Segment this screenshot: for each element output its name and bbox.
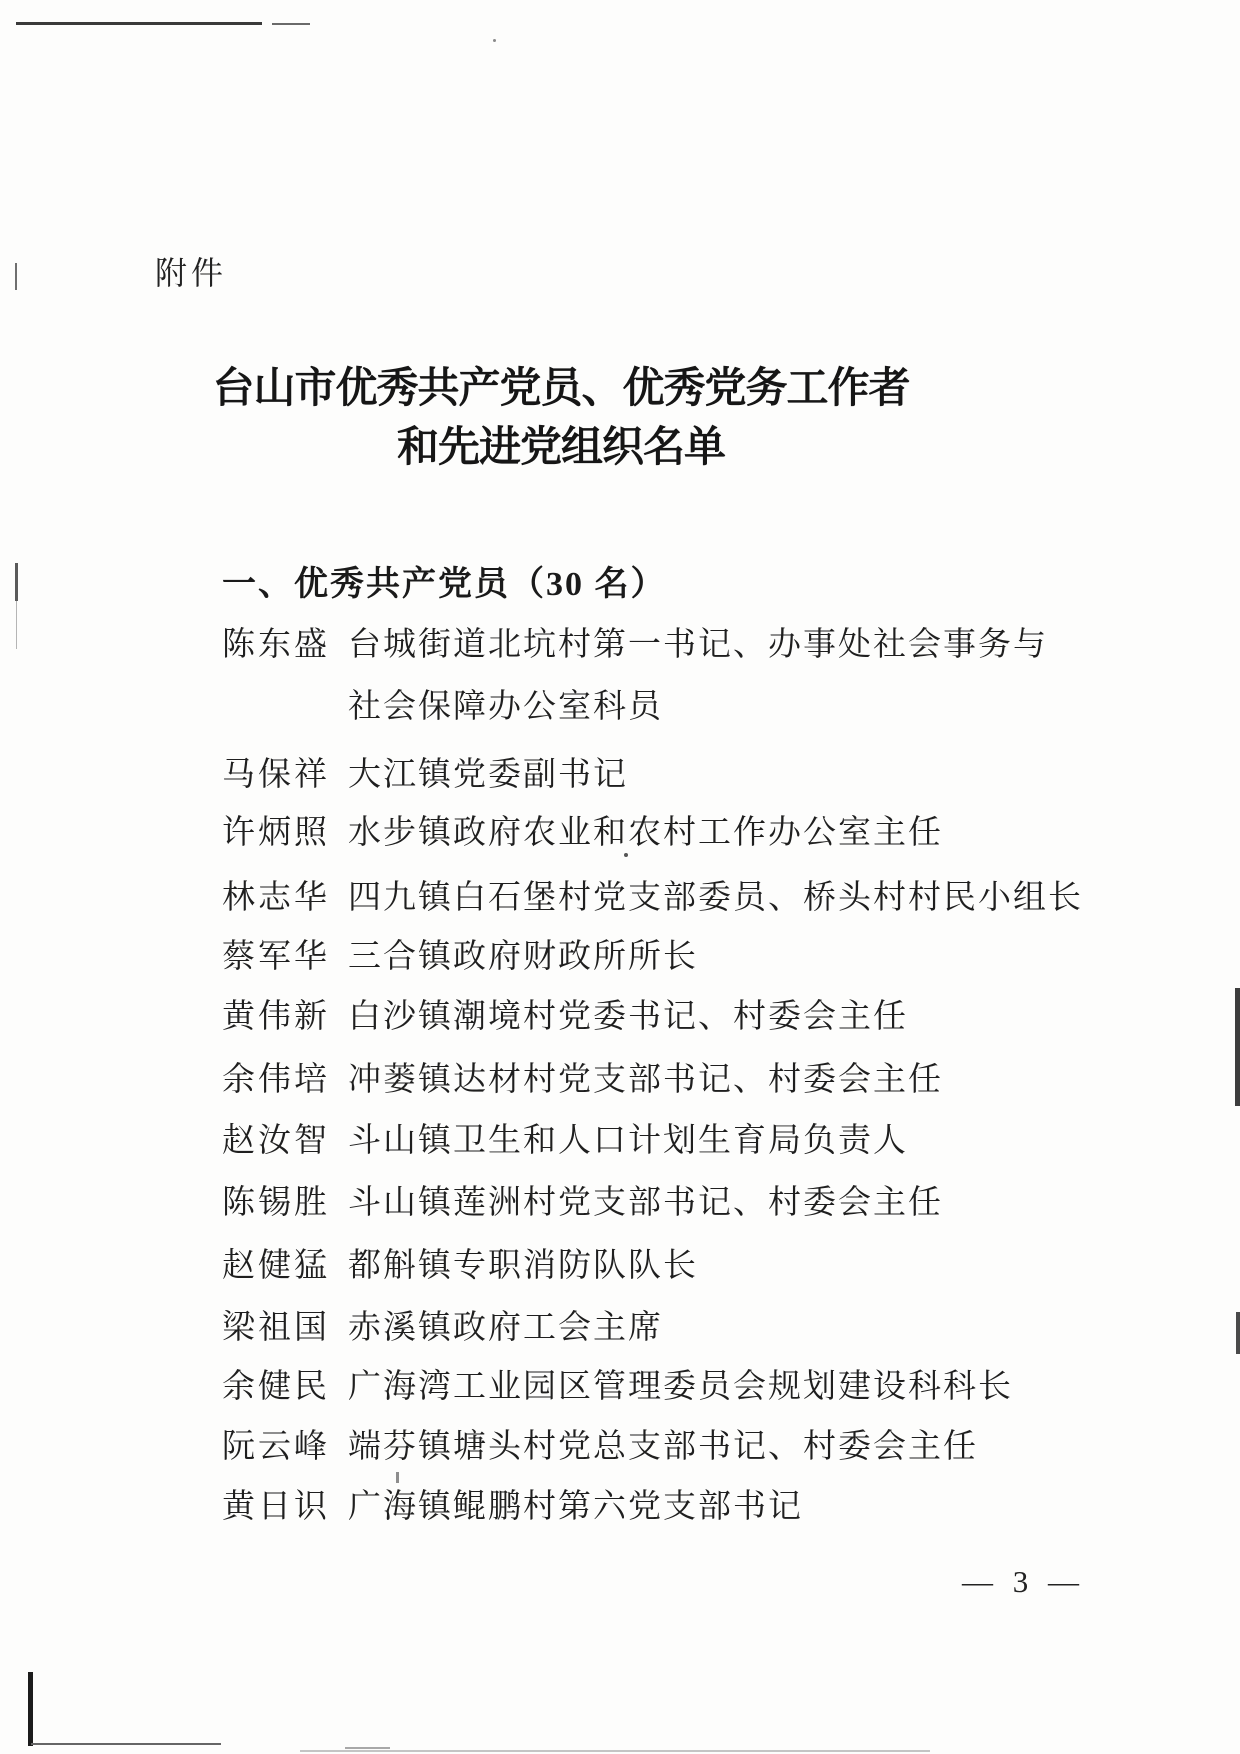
member-name: 许炳照 <box>222 815 330 851</box>
scan-artifact-left-tick <box>15 263 17 290</box>
scan-artifact-left-tick <box>16 601 17 649</box>
member-position: 斗山镇卫生和人口计划生育局负责人 <box>348 1123 908 1159</box>
list-item <box>222 1360 1013 1407</box>
section-heading: 一、优秀共产党员（30 名） <box>222 566 667 603</box>
scan-artifact-bottom-smudge <box>345 1747 390 1749</box>
member-name: 黄伟新 <box>222 999 330 1035</box>
list-item <box>222 1053 943 1100</box>
scan-artifact-bottom-bar <box>28 1672 33 1746</box>
scan-artifact-left-tick <box>15 563 18 601</box>
document-title-line1: 台山市优秀共产党员、优秀党务工作者 <box>212 366 910 412</box>
member-name: 马保祥 <box>222 757 330 793</box>
member-position: 水步镇政府农业和农村工作办公室主任 <box>348 815 943 851</box>
list-item <box>222 990 908 1037</box>
member-position: 都斛镇专职消防队队长 <box>348 1248 698 1284</box>
scan-artifact-bottom-faint <box>300 1750 930 1752</box>
list-item-continuation <box>222 680 663 727</box>
scan-artifact-top-line <box>16 22 262 25</box>
member-position: 三合镇政府财政所所长 <box>348 939 698 975</box>
member-position: 广海镇鲲鹏村第六党支部书记 <box>348 1489 803 1525</box>
member-name: 赵汝智 <box>222 1123 330 1159</box>
list-item <box>222 1480 803 1527</box>
member-position: 端芬镇塘头村党总支部书记、村委会主任 <box>348 1429 978 1465</box>
member-position: 冲蒌镇达材村党支部书记、村委会主任 <box>348 1062 943 1098</box>
member-name: 林志华 <box>222 880 330 916</box>
scan-artifact-bottom-line <box>31 1743 221 1745</box>
member-name: 梁祖国 <box>222 1310 330 1346</box>
member-name: 阮云峰 <box>222 1429 330 1465</box>
scan-artifact-top-dash <box>272 23 310 25</box>
list-item <box>222 806 943 853</box>
member-position-line2: 社会保障办公室科员 <box>348 689 663 725</box>
list-item <box>222 1114 908 1161</box>
list-item <box>222 930 698 977</box>
member-position: 赤溪镇政府工会主席 <box>348 1310 663 1346</box>
member-position: 广海湾工业园区管理委员会规划建设科科长 <box>348 1369 1013 1405</box>
list-item <box>222 1239 698 1286</box>
member-name: 陈东盛 <box>222 627 330 663</box>
list-item <box>222 618 1048 665</box>
attachment-label: 附件 <box>155 255 228 291</box>
scan-artifact-dot <box>624 853 628 857</box>
member-position: 斗山镇莲洲村党支部书记、村委会主任 <box>348 1185 943 1221</box>
scan-artifact-dot <box>493 39 496 42</box>
document-title <box>0 360 1122 478</box>
scan-artifact-right-edge <box>1236 1312 1240 1354</box>
list-item <box>222 1176 943 1223</box>
list-item <box>222 871 1083 918</box>
member-position: 白沙镇潮境村党委书记、村委会主任 <box>348 999 908 1035</box>
member-name: 蔡军华 <box>222 939 330 975</box>
member-name: 陈锡胜 <box>222 1185 330 1221</box>
member-name: 余健民 <box>222 1369 330 1405</box>
list-item <box>222 1301 663 1348</box>
member-position: 大江镇党委副书记 <box>348 757 628 793</box>
list-item <box>222 748 628 795</box>
member-name: 赵健猛 <box>222 1248 330 1284</box>
scan-artifact-right-edge <box>1235 988 1240 1106</box>
document-title-line2: 和先进党组织名单 <box>396 425 725 471</box>
member-position: 台城街道北坑村第一书记、办事处社会事务与 <box>348 627 1048 663</box>
list-item <box>222 1420 978 1467</box>
page-number: — 3 — <box>962 1564 1085 1599</box>
member-position: 四九镇白石堡村党支部委员、桥头村村民小组长 <box>348 880 1083 916</box>
member-name: 余伟培 <box>222 1062 330 1098</box>
member-name: 黄日识 <box>222 1489 330 1525</box>
